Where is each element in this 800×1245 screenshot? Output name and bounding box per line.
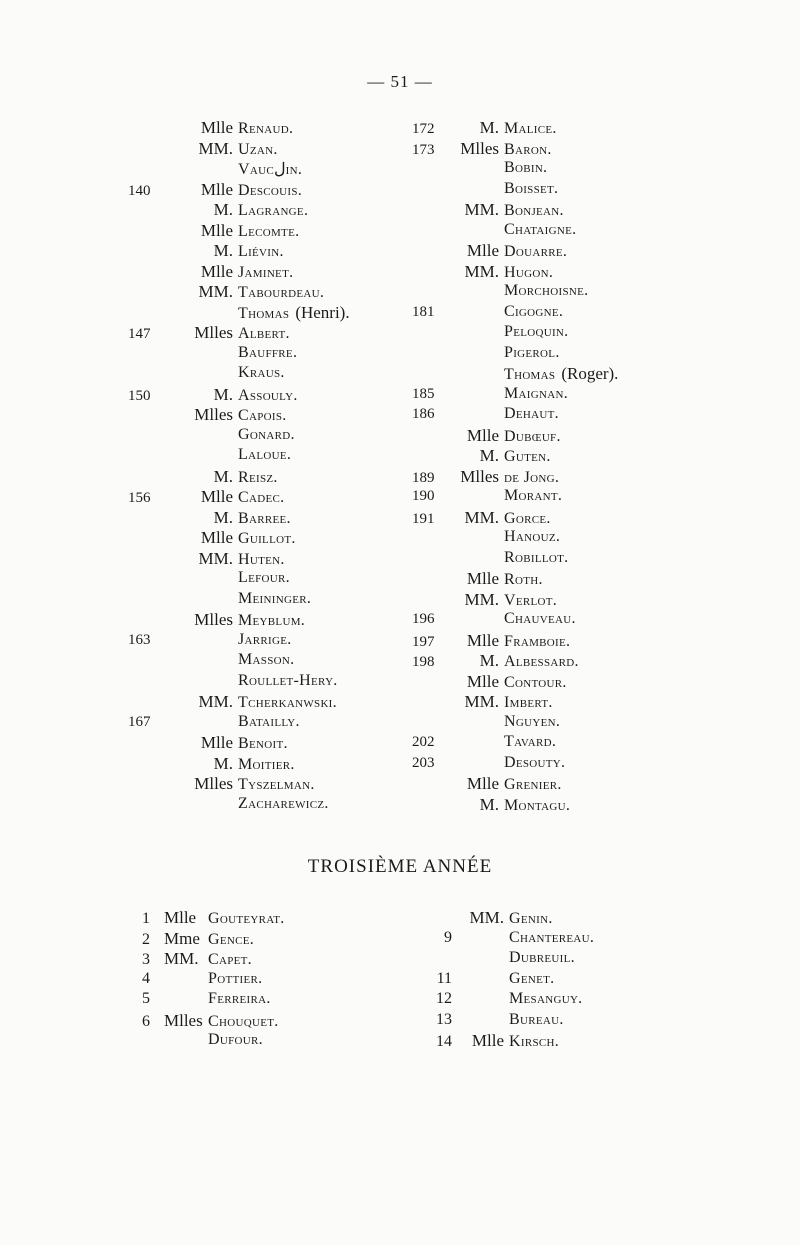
entry-name: Montagu. bbox=[504, 796, 571, 814]
entry-name: Descouis. bbox=[238, 181, 303, 199]
entry-name: Lagrange. bbox=[238, 202, 309, 219]
page-number: — 51 — bbox=[367, 72, 433, 91]
list-item bbox=[128, 426, 350, 447]
entry-title: M. bbox=[213, 507, 233, 527]
entry-number: 167 bbox=[128, 713, 151, 730]
list-item bbox=[412, 990, 594, 1011]
entry-title: M. bbox=[213, 384, 233, 404]
entry-name: Framboie. bbox=[504, 632, 571, 650]
list-item bbox=[412, 241, 618, 262]
list-item bbox=[142, 949, 285, 970]
entry-number: 189 bbox=[412, 469, 435, 486]
list-item bbox=[412, 446, 618, 467]
entry-name: Cadec. bbox=[238, 489, 285, 506]
entry-title: Mlles bbox=[460, 466, 499, 486]
entry-title: Mlle bbox=[200, 261, 233, 281]
entry-title: Mlle bbox=[200, 733, 233, 752]
entry-name: Thomas bbox=[238, 304, 290, 322]
entry-name: Robillot. bbox=[504, 548, 569, 566]
entry-title: MM. bbox=[198, 138, 233, 158]
entry-number: 191 bbox=[412, 510, 435, 527]
entry-name: Peloquin. bbox=[504, 323, 569, 340]
entry-name: Chataigne. bbox=[504, 220, 577, 238]
list-item bbox=[412, 139, 618, 160]
entry-title: MM. bbox=[198, 692, 233, 711]
list-item bbox=[128, 508, 350, 529]
entry-name: de Jong. bbox=[504, 468, 560, 486]
entry-name: Bonjean. bbox=[504, 202, 564, 219]
list-item bbox=[412, 908, 594, 929]
entry-title: Mlle bbox=[466, 671, 499, 691]
list-left bbox=[128, 118, 350, 815]
entry-name: Lefour. bbox=[238, 569, 290, 586]
list-item bbox=[142, 1011, 285, 1032]
list-item bbox=[128, 241, 350, 262]
entry-name: Douarre. bbox=[504, 243, 568, 260]
entry-name: Nguyen. bbox=[504, 712, 561, 730]
section-title: TROISIÈME ANNÉE bbox=[307, 856, 493, 877]
list-item bbox=[128, 262, 350, 283]
list-item bbox=[412, 733, 618, 754]
entry-title: Mlle bbox=[200, 528, 233, 547]
entry-number: 2 bbox=[142, 930, 150, 948]
list-item bbox=[128, 549, 350, 570]
entry-title: Mlles bbox=[194, 405, 233, 424]
entry-number: 9 bbox=[444, 928, 452, 946]
entry-name: Huten. bbox=[238, 550, 285, 568]
entry-name: Tcherkanwski. bbox=[238, 694, 337, 711]
list-item bbox=[128, 754, 350, 775]
entry-number: 163 bbox=[128, 631, 151, 648]
entry-name: Pottier. bbox=[208, 969, 263, 987]
entry-name: Thomas bbox=[504, 366, 556, 383]
entry-title: Mlle bbox=[200, 118, 233, 137]
list-item bbox=[128, 528, 350, 549]
entry-title: Mlle bbox=[200, 179, 233, 199]
entry-name: Capet. bbox=[208, 951, 252, 968]
entry-name: Mesanguy. bbox=[509, 990, 583, 1007]
list-item bbox=[412, 487, 618, 508]
entry-number: 196 bbox=[412, 611, 435, 627]
entry-name: Benoit. bbox=[238, 735, 288, 752]
entry-number: 6 bbox=[142, 1012, 150, 1030]
list-item bbox=[128, 672, 350, 693]
entry-title: M. bbox=[479, 794, 499, 814]
entry-name: Boisset. bbox=[504, 179, 559, 197]
entry-number: 147 bbox=[128, 326, 151, 342]
list-item bbox=[412, 508, 618, 529]
entry-number: 186 bbox=[412, 406, 435, 422]
entry-name: Bureau. bbox=[509, 1010, 564, 1028]
entry-name: Dehaut. bbox=[504, 405, 559, 422]
entry-name: Dubœuf. bbox=[504, 427, 561, 445]
entry-number: 3 bbox=[142, 951, 150, 968]
list-item bbox=[128, 405, 350, 426]
entry-name: Gorce. bbox=[504, 509, 551, 527]
list-item bbox=[128, 446, 350, 467]
entry-title: Mlles bbox=[460, 138, 499, 158]
entry-number: 202 bbox=[412, 734, 435, 750]
list-third-year-right bbox=[412, 908, 594, 1052]
entry-title: Mlle bbox=[200, 220, 233, 240]
entry-name: Moitier. bbox=[238, 755, 295, 773]
list-item bbox=[412, 364, 618, 385]
list-item bbox=[128, 631, 350, 652]
list-item bbox=[412, 774, 618, 795]
entry-title: Mlles bbox=[194, 323, 233, 342]
entry-number: 12 bbox=[436, 990, 452, 1007]
list-item bbox=[412, 180, 618, 201]
entry-name: Guillot. bbox=[238, 530, 296, 547]
entry-name: Verlot. bbox=[504, 591, 558, 609]
list-item bbox=[412, 262, 618, 283]
entry-title: Mlle bbox=[466, 630, 499, 650]
entry-title: Mlles bbox=[194, 610, 233, 629]
entry-number: 11 bbox=[436, 969, 452, 987]
entry-title: M. bbox=[479, 651, 499, 670]
entry-number: 197 bbox=[412, 633, 435, 650]
list-item bbox=[128, 590, 350, 611]
list-item bbox=[142, 970, 285, 991]
entry-name: Tyszelman. bbox=[238, 776, 315, 793]
entry-name: Baron. bbox=[504, 140, 552, 158]
entry-title: MM. bbox=[464, 692, 499, 711]
entry-title: M. bbox=[479, 446, 499, 465]
list-item bbox=[412, 795, 618, 816]
entry-name: Hanouz. bbox=[504, 528, 561, 545]
entry-name: Tabourdeau. bbox=[238, 284, 325, 301]
entry-number: 1 bbox=[142, 910, 150, 927]
entry-title: Mlle bbox=[466, 425, 499, 445]
entry-name: Uzan. bbox=[238, 140, 278, 158]
list-item bbox=[128, 569, 350, 590]
entry-title: M. bbox=[213, 466, 233, 486]
entry-number: 203 bbox=[412, 754, 435, 771]
entry-name: Bobin. bbox=[504, 159, 548, 176]
list-item bbox=[412, 549, 618, 570]
entry-number: 13 bbox=[436, 1010, 452, 1028]
list-item bbox=[412, 405, 618, 426]
entry-name: Batailly. bbox=[238, 712, 300, 730]
entry-name: Gouteyrat. bbox=[208, 910, 285, 927]
entry-name: Dufour. bbox=[208, 1031, 263, 1048]
list-item bbox=[412, 303, 618, 324]
list-item bbox=[128, 159, 350, 180]
entry-title: MM. bbox=[198, 282, 233, 301]
entry-number: 140 bbox=[128, 182, 151, 199]
entry-name: Kraus. bbox=[238, 364, 285, 381]
entry-title: MM. bbox=[464, 507, 499, 527]
list-item bbox=[128, 344, 350, 365]
entry-name: Renaud. bbox=[238, 120, 294, 137]
list-item bbox=[128, 651, 350, 672]
entry-name: Desouty. bbox=[504, 753, 566, 771]
entry-title: Mlle bbox=[466, 774, 499, 793]
entry-name: Masson. bbox=[238, 651, 295, 668]
list-item bbox=[128, 200, 350, 221]
entry-title: Mlle bbox=[200, 487, 233, 506]
entry-name: Malice. bbox=[504, 120, 557, 137]
list-item bbox=[412, 118, 618, 139]
entry-name: Albessard. bbox=[504, 653, 579, 670]
entry-name: Gonard. bbox=[238, 425, 295, 443]
list-item bbox=[412, 467, 618, 488]
entry-title: MM. bbox=[469, 908, 504, 927]
list-item bbox=[142, 908, 285, 929]
entry-title: Mlles bbox=[164, 1010, 203, 1030]
list-item bbox=[412, 692, 618, 713]
entry-name: Lecomte. bbox=[238, 222, 300, 240]
entry-name: Bauffre. bbox=[238, 343, 298, 361]
list-item bbox=[128, 221, 350, 242]
entry-name: Grenier. bbox=[504, 776, 562, 793]
entry-title: MM. bbox=[198, 548, 233, 568]
list-item bbox=[128, 303, 350, 324]
list-item bbox=[412, 323, 618, 344]
entry-name: Tavard. bbox=[504, 733, 557, 750]
list-item bbox=[128, 282, 350, 303]
entry-name: Jarrige. bbox=[238, 630, 292, 648]
entry-name: Morchoisne. bbox=[504, 282, 589, 299]
entry-number: 190 bbox=[412, 488, 435, 504]
entry-given-name: (Roger). bbox=[561, 364, 619, 383]
entry-number: 198 bbox=[412, 654, 435, 670]
entry-name: Reisz. bbox=[238, 468, 278, 486]
entry-number: 173 bbox=[412, 141, 435, 158]
list-item bbox=[412, 282, 618, 303]
list-item bbox=[412, 426, 618, 447]
entry-name: Ferreira. bbox=[208, 990, 271, 1007]
entry-name: Roullet-Hery. bbox=[238, 671, 338, 689]
entry-name: Gence. bbox=[208, 930, 255, 948]
entry-name: Roth. bbox=[504, 571, 543, 588]
entry-name: Contour. bbox=[504, 673, 567, 691]
entry-number: 172 bbox=[412, 121, 435, 137]
entry-name: Laloue. bbox=[238, 446, 292, 463]
entry-name: Genin. bbox=[509, 910, 553, 927]
entry-title: M. bbox=[213, 753, 233, 773]
entry-name: Assouly. bbox=[238, 386, 298, 404]
entry-name: Hugon. bbox=[504, 263, 554, 281]
entry-title: MM. bbox=[464, 200, 499, 219]
list-item bbox=[128, 467, 350, 488]
list-item bbox=[412, 221, 618, 242]
list-item bbox=[412, 713, 618, 734]
entry-name: Morant. bbox=[504, 487, 563, 504]
entry-title: MM. bbox=[464, 589, 499, 609]
entry-name: Imbert. bbox=[504, 694, 553, 711]
entry-title: MM. bbox=[464, 261, 499, 281]
list-third-year-left bbox=[142, 908, 285, 1052]
entry-number: 156 bbox=[128, 490, 151, 506]
list-item bbox=[412, 929, 594, 950]
entry-number: 14 bbox=[436, 1033, 452, 1050]
list-item bbox=[128, 180, 350, 201]
entry-name: Meyblum. bbox=[238, 612, 306, 629]
list-item bbox=[412, 970, 594, 991]
list-item bbox=[412, 672, 618, 693]
entry-name: Guten. bbox=[504, 448, 551, 465]
entry-name: Zacharewicz. bbox=[238, 794, 329, 812]
entry-name: Jaminet. bbox=[238, 263, 294, 281]
entry-title: M. bbox=[213, 200, 233, 219]
list-item bbox=[412, 159, 618, 180]
entry-name: Capois. bbox=[238, 407, 287, 424]
entry-name: Meininger. bbox=[238, 589, 312, 607]
list-item bbox=[128, 323, 350, 344]
list-item bbox=[128, 487, 350, 508]
entry-number: 181 bbox=[412, 303, 435, 320]
entry-number: 5 bbox=[142, 990, 150, 1007]
entry-title: MM. bbox=[164, 949, 199, 968]
list-item bbox=[412, 590, 618, 611]
entry-name: Dubreuil. bbox=[509, 949, 575, 966]
entry-name: Chauveau. bbox=[504, 610, 576, 627]
entry-name: Kirsch. bbox=[509, 1033, 560, 1050]
list-item bbox=[142, 929, 285, 950]
list-item bbox=[412, 528, 618, 549]
list-item bbox=[128, 118, 350, 139]
list-item bbox=[128, 364, 350, 385]
entry-title: Mlle bbox=[471, 1031, 504, 1050]
list-item bbox=[412, 1011, 594, 1032]
list-item bbox=[142, 990, 285, 1011]
list-item bbox=[128, 692, 350, 713]
list-item bbox=[128, 774, 350, 795]
entry-name: Cigogne. bbox=[504, 302, 564, 320]
list-item bbox=[412, 569, 618, 590]
entry-name: Barree. bbox=[238, 509, 291, 527]
entry-title: Mlle bbox=[466, 241, 499, 260]
entry-number: 4 bbox=[142, 969, 150, 987]
list-item bbox=[128, 610, 350, 631]
entry-name: Pigerol. bbox=[504, 343, 560, 361]
entry-name: Albert. bbox=[238, 325, 290, 342]
entry-number: 150 bbox=[128, 387, 151, 404]
list-item bbox=[412, 754, 618, 775]
list-item bbox=[412, 385, 618, 406]
entry-title: Mlle bbox=[466, 569, 499, 588]
list-right bbox=[412, 118, 618, 815]
list-item bbox=[412, 1031, 594, 1052]
list-item bbox=[412, 610, 618, 631]
list-item bbox=[412, 651, 618, 672]
entry-name: Genet. bbox=[509, 969, 555, 987]
list-item bbox=[128, 385, 350, 406]
list-item bbox=[412, 200, 618, 221]
entry-title: M. bbox=[479, 118, 499, 137]
list-item bbox=[412, 949, 594, 970]
entry-title: Mlles bbox=[194, 774, 233, 793]
list-item bbox=[142, 1031, 285, 1052]
list-item bbox=[128, 139, 350, 160]
entry-number: 185 bbox=[412, 385, 435, 402]
entry-given-name: (Henri). bbox=[295, 302, 350, 322]
entry-title: Mlle bbox=[164, 908, 197, 927]
list-item bbox=[128, 795, 350, 816]
list-item bbox=[128, 713, 350, 734]
entry-name: Liévin. bbox=[238, 243, 284, 260]
entry-title: M. bbox=[213, 241, 233, 260]
entry-title: Mme bbox=[164, 928, 200, 948]
list-item bbox=[412, 631, 618, 652]
list-item bbox=[128, 733, 350, 754]
entry-name: Maignan. bbox=[504, 384, 569, 402]
entry-name: Vaucلin. bbox=[238, 161, 303, 178]
entry-name: Chouquet. bbox=[208, 1012, 279, 1030]
entry-name: Chantereau. bbox=[509, 928, 595, 946]
list-item bbox=[412, 344, 618, 365]
